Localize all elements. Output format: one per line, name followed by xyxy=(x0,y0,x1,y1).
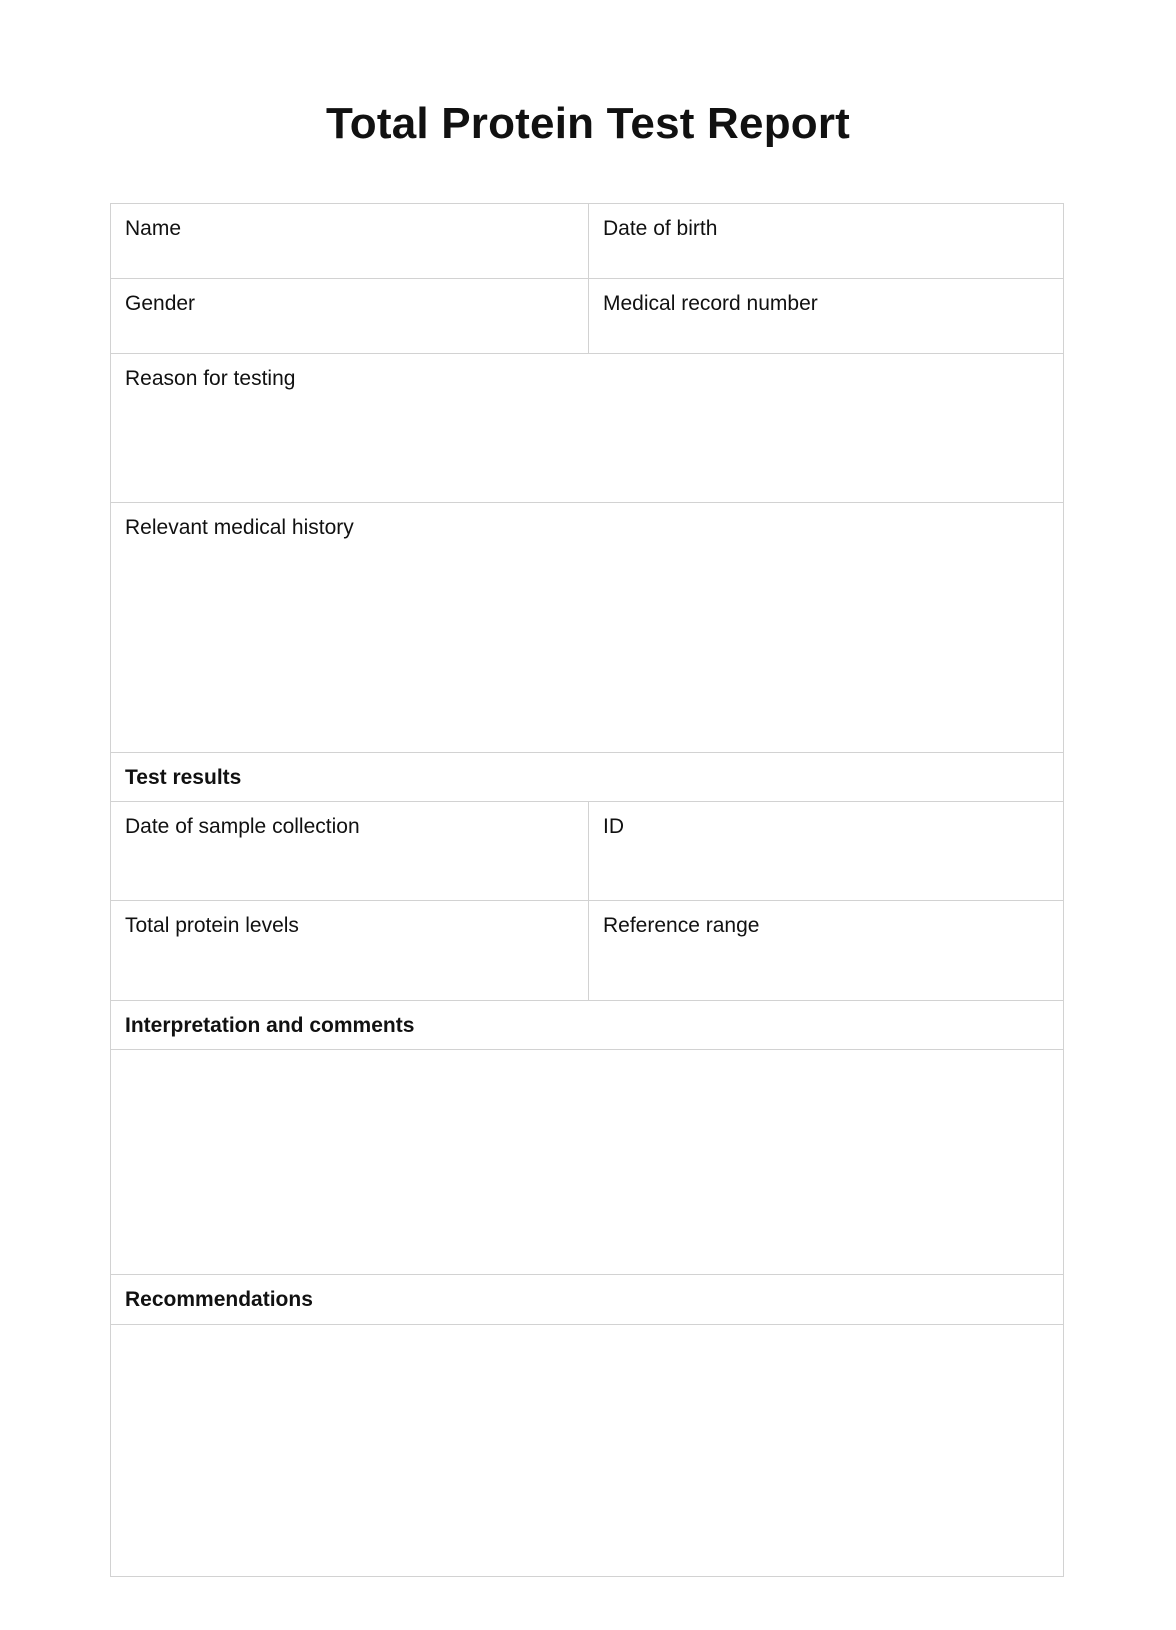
date-of-birth-label: Date of birth xyxy=(603,217,718,240)
medical-history-label: Relevant medical history xyxy=(125,516,354,539)
id-field[interactable] xyxy=(589,802,1063,901)
gender-field[interactable] xyxy=(111,279,589,354)
recommendations-header xyxy=(111,1275,1063,1325)
medical-record-number-label: Medical record number xyxy=(603,292,818,315)
reason-for-testing-label: Reason for testing xyxy=(125,367,296,390)
interpretation-area[interactable] xyxy=(111,1050,1063,1275)
medical-history-field[interactable] xyxy=(111,503,1063,753)
reason-for-testing-field[interactable] xyxy=(111,354,1063,503)
name-field[interactable] xyxy=(111,204,589,279)
recommendations-label: Recommendations xyxy=(125,1288,313,1311)
page-title: Total Protein Test Report xyxy=(325,99,851,148)
interpretation-header xyxy=(111,1001,1063,1050)
interpretation-label: Interpretation and comments xyxy=(125,1014,415,1037)
recommendations-area[interactable] xyxy=(111,1325,1063,1576)
protein-levels-field[interactable] xyxy=(111,901,589,1001)
date-of-birth-field[interactable] xyxy=(589,204,1063,279)
test-results-header xyxy=(111,753,1063,802)
name-label: Name xyxy=(125,217,182,240)
gender-label: Gender xyxy=(125,292,196,315)
report-form xyxy=(110,203,1064,1577)
medical-record-number-field[interactable] xyxy=(589,279,1063,354)
reference-range-field[interactable] xyxy=(589,901,1063,1001)
reference-range-label: Reference range xyxy=(603,914,760,937)
protein-levels-label: Total protein levels xyxy=(125,914,299,937)
id-label: ID xyxy=(603,815,624,838)
sample-collection-date-label: Date of sample collection xyxy=(125,815,360,838)
sample-collection-date-field[interactable] xyxy=(111,802,589,901)
test-results-label: Test results xyxy=(125,766,242,789)
